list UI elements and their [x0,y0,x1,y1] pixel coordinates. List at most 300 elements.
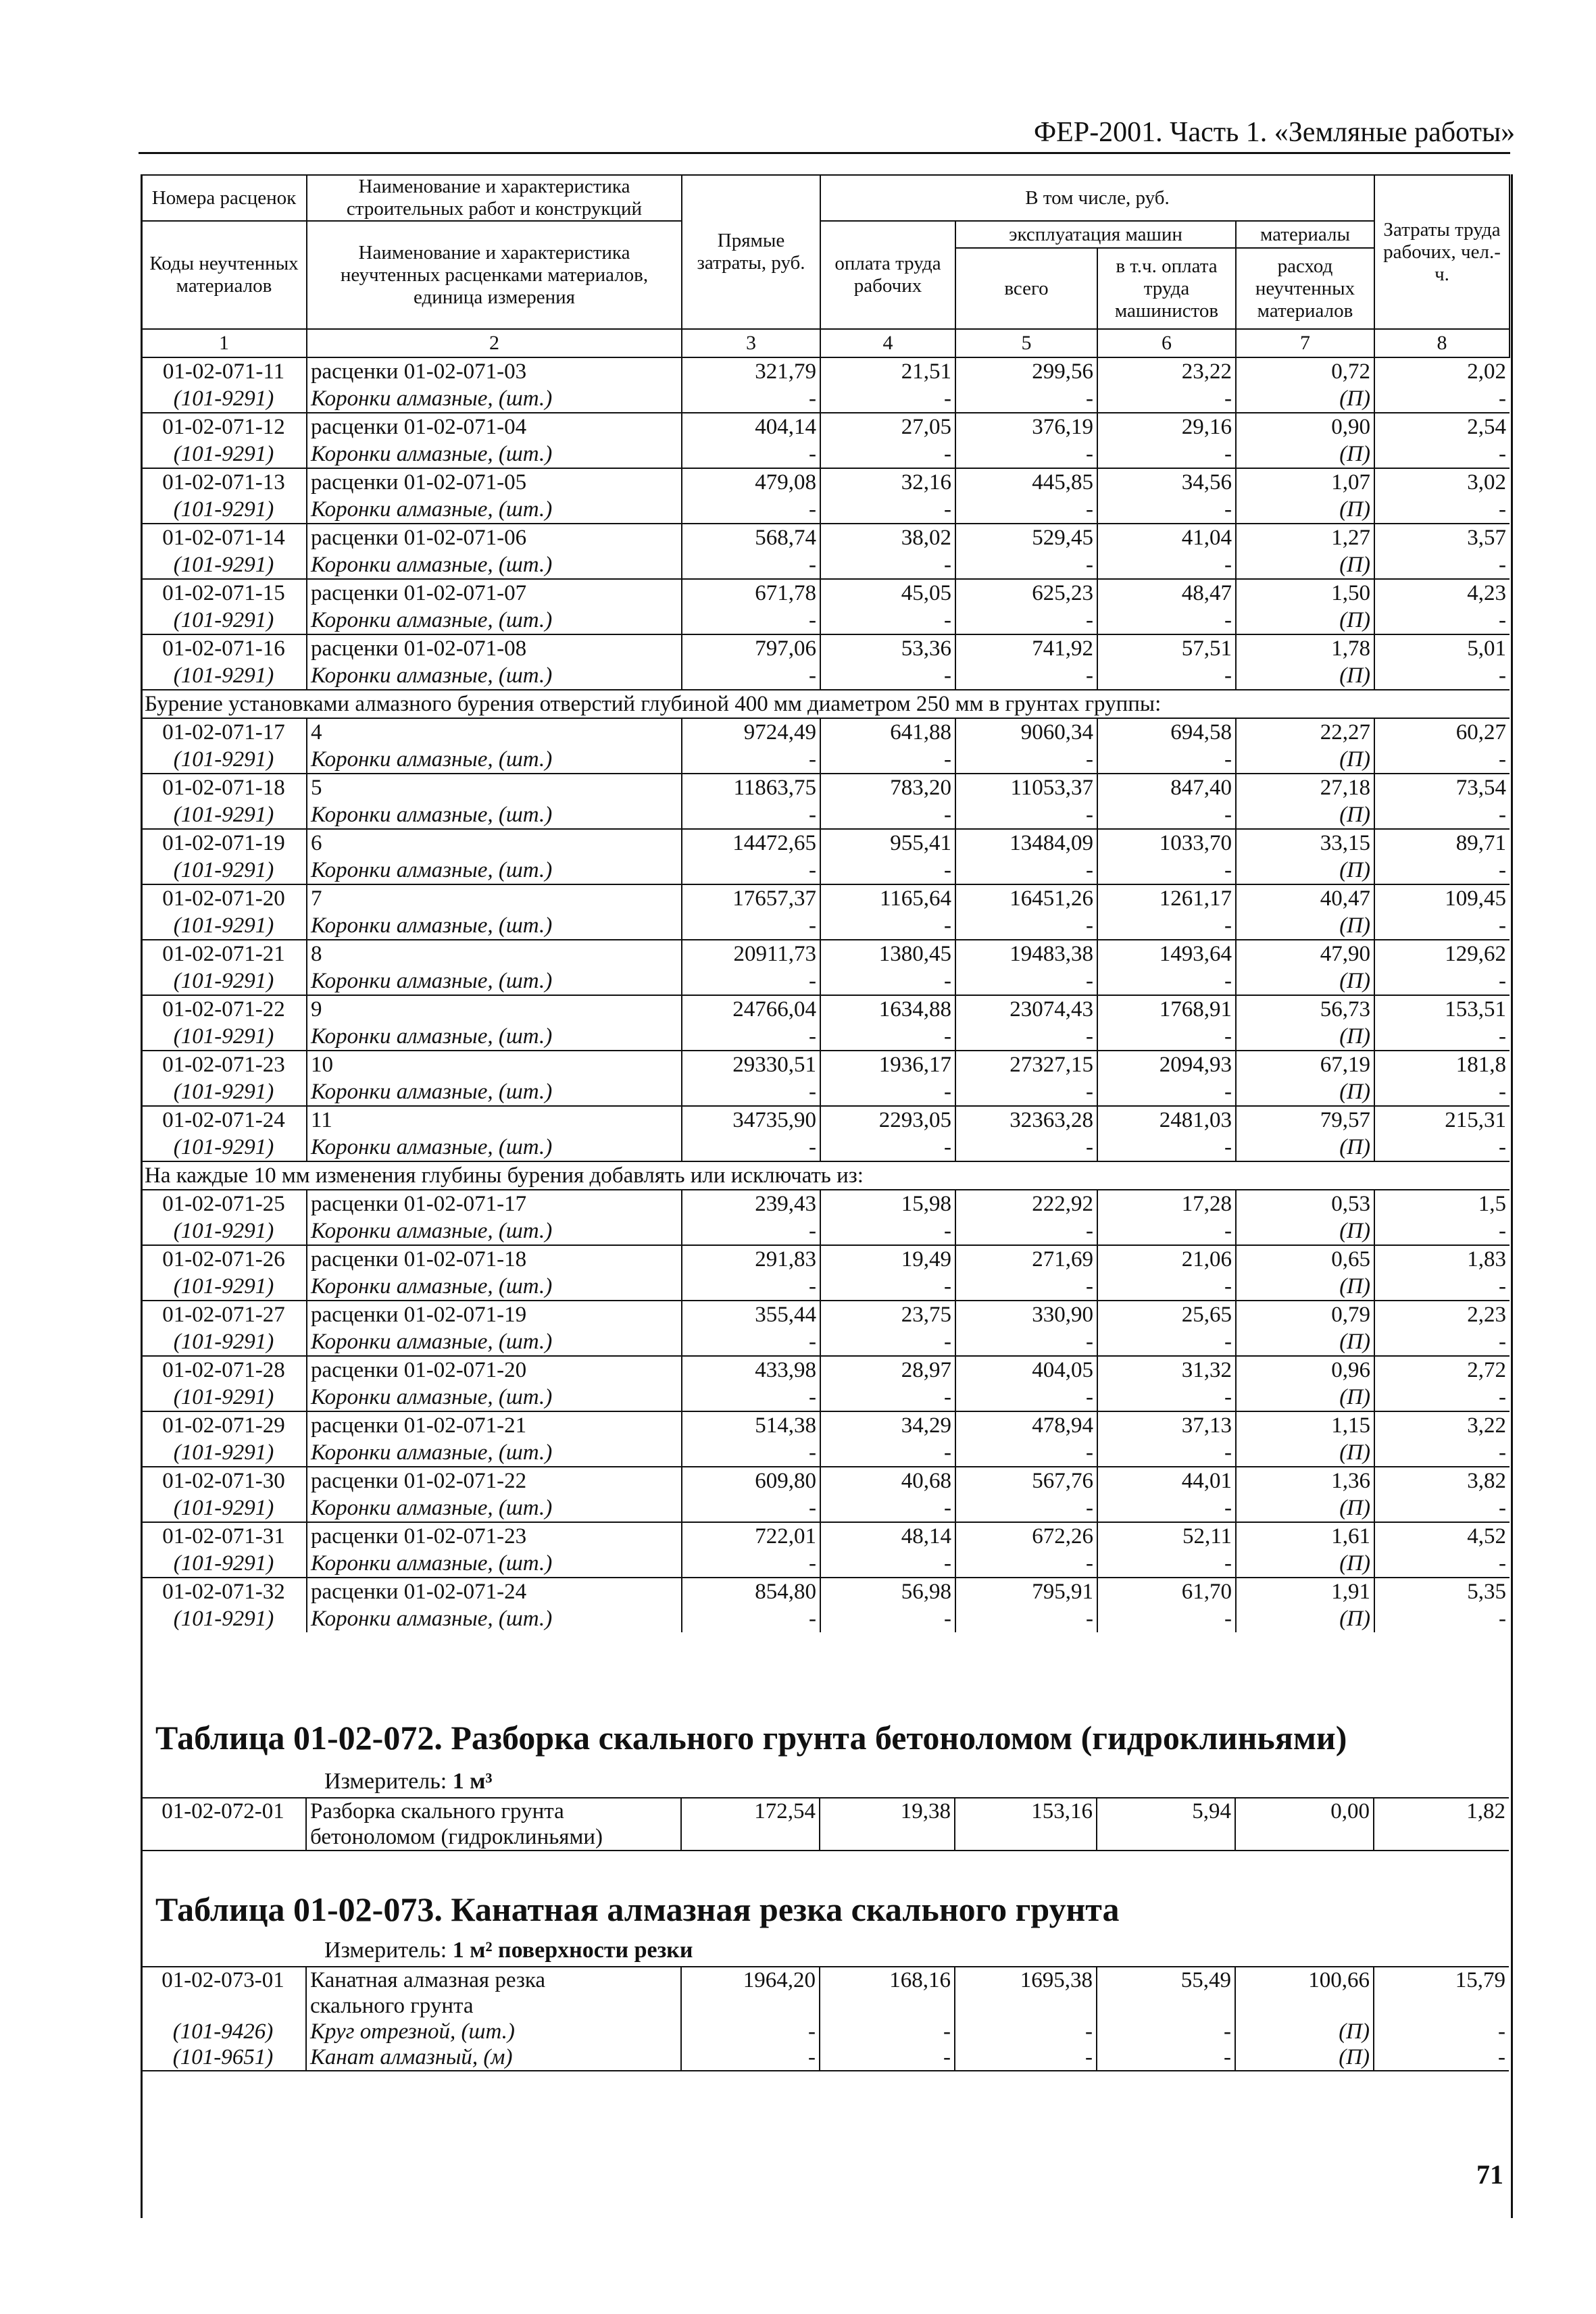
material-name: Коронки алмазные, (шт.) [307,551,682,579]
material-row [141,607,1510,634]
cell-dash: - [1097,385,1236,413]
cell-hours: 15,79 [1374,1967,1509,1993]
cell-machines: 1695,38 [955,1967,1097,1993]
material-unit: (П) [1236,1273,1374,1301]
table-row [141,357,1510,385]
cell-dash: - [820,857,955,884]
cell-dash: - [820,1439,955,1467]
cell-dash: - [1499,1219,1506,1243]
cell-labor: 38,02 [820,524,955,551]
cell-machines: 9060,34 [955,718,1097,746]
cell-dash: - [1499,969,1506,993]
material-name: Коронки алмазные, (шт.) [307,912,682,940]
cell-dash: - [682,1273,820,1301]
material-row [141,1217,1510,1245]
cell-dash: - [1499,1551,1506,1576]
rate-code: 01-02-071-32 [141,1578,307,1605]
cell-operators: 48,47 [1097,579,1236,607]
cell-dash: - [820,746,955,774]
cell-machines: 795,91 [955,1578,1097,1605]
cell-materials: 1,27 [1236,524,1374,551]
cell-hours: 2,54 [1374,413,1510,441]
material-code: (101-9291) [173,747,274,772]
cell-dash: - [955,967,1097,995]
cell-operators: 25,65 [1097,1301,1236,1328]
cell-dash: - [955,385,1097,413]
material-name: Коронки алмазные, (шт.) [307,1439,682,1467]
material-row [141,801,1510,829]
cell-direct: 17657,37 [682,884,820,912]
rate-name: 5 [307,774,682,801]
col3-header: Прямые затраты, руб. [682,175,820,329]
cell-dash: - [682,1550,820,1578]
material-code: (101-9291) [173,442,274,466]
material-unit: (П) [1236,1078,1374,1106]
machines-header: эксплуатация машин [955,221,1236,248]
table-073-measure [324,1938,693,1963]
cell-dash: - [1097,801,1236,829]
material-row [141,1494,1510,1522]
measure-label: Измеритель: [324,1769,447,1794]
material-name: Канат алмазный, (м) [306,2044,681,2071]
cell-operators: 41,04 [1097,524,1236,551]
cell-dash: - [1499,608,1506,632]
cell-dash: - [682,1078,820,1106]
material-unit: (П) [1236,1023,1374,1051]
material-row [141,385,1510,413]
material-code: (101-9291) [173,1274,274,1299]
cell-direct: 20911,73 [682,940,820,967]
cell-direct: 404,14 [682,413,820,441]
material-unit: (П) [1236,1605,1374,1632]
rate-code: 01-02-071-26 [141,1245,307,1273]
cell-dash: - [682,441,820,468]
material-row [141,1273,1510,1301]
column-number: 8 [1374,329,1510,357]
material-name: Коронки алмазные, (шт.) [307,801,682,829]
cell-dash: - [955,801,1097,829]
table-072-measure [324,1769,493,1794]
cell-hours: 3,22 [1374,1411,1510,1439]
material-row [141,662,1510,690]
cell-hours: 129,62 [1374,940,1510,967]
cell-dash: - [1097,1078,1236,1106]
cell-dash: - [820,1605,955,1632]
material-name: Коронки алмазные, (шт.) [307,1384,682,1411]
material-name: Коронки алмазные, (шт.) [307,1217,682,1245]
rate-name: расценки 01-02-071-17 [307,1190,682,1217]
cell-dash: - [682,1439,820,1467]
cell-dash: - [1097,746,1236,774]
cell-operators: 37,13 [1097,1411,1236,1439]
cell-dash: - [1097,1217,1236,1245]
cell-direct: 34735,90 [682,1106,820,1134]
material-code: (101-9291) [173,1330,274,1354]
cell-operators: 61,70 [1097,1578,1236,1605]
measure-value: 1 м³ [452,1769,493,1794]
cell-labor: 28,97 [820,1356,955,1384]
cell-machines: 529,45 [955,524,1097,551]
table-row [141,1467,1510,1494]
cell-operators: 2481,03 [1097,1106,1236,1134]
cell-materials: 79,57 [1236,1106,1374,1134]
cell-materials: 27,18 [1236,774,1374,801]
cell-labor: 53,36 [820,634,955,662]
cell-dash: - [682,496,820,524]
rate-code: 01-02-071-28 [141,1356,307,1384]
cell-operators: 34,56 [1097,468,1236,496]
material-name: Коронки алмазные, (шт.) [307,1273,682,1301]
cell-dash: - [1499,497,1506,522]
rate-name: 6 [307,829,682,857]
rate-code: 01-02-071-30 [141,1467,307,1494]
cell-materials: 0,79 [1236,1301,1374,1328]
cell-materials: 0,90 [1236,413,1374,441]
material-row [141,1078,1510,1106]
cell-dash: - [820,801,955,829]
material-unit: (П) [1236,1217,1374,1245]
material-row [141,551,1510,579]
cell-materials: 0,00 [1235,1798,1374,1824]
table-row [141,524,1510,551]
cell-direct: 433,98 [682,1356,820,1384]
column-number: 5 [955,329,1097,357]
cell-hours: 4,23 [1374,579,1510,607]
cell-labor: 23,75 [820,1301,955,1328]
cell-dash: - [1499,1440,1506,1465]
rate-name: расценки 01-02-071-04 [307,413,682,441]
cell-dash: - [955,441,1097,468]
cell-materials: 1,78 [1236,634,1374,662]
cell-labor: 19,38 [820,1798,955,1824]
cell-dash: - [955,912,1097,940]
cell-dash: - [820,551,955,579]
cell-machines: 741,92 [955,634,1097,662]
cell-labor: 1936,17 [820,1051,955,1078]
cell-operators: 1768,91 [1097,995,1236,1023]
cell-dash: - [1499,747,1506,772]
material-name: Коронки алмазные, (шт.) [307,1023,682,1051]
cell-hours: 2,72 [1374,1356,1510,1384]
cell-machines: 445,85 [955,468,1097,496]
cell-operators: 29,16 [1097,413,1236,441]
cell-dash: - [820,441,955,468]
cell-materials: 1,15 [1236,1411,1374,1439]
rate-name: 9 [307,995,682,1023]
rate-code: 01-02-071-24 [141,1106,307,1134]
cell-dash: - [682,746,820,774]
cell-dash: - [1097,1550,1236,1578]
cell-dash: - [1097,1384,1236,1411]
cell-machines: 27327,15 [955,1051,1097,1078]
cell-dash: - [682,1605,820,1632]
material-unit: (П) [1236,912,1374,940]
cell-operators: 31,32 [1097,1356,1236,1384]
cell-dash: - [1499,803,1506,827]
cell-dash: - [1097,607,1236,634]
cell-dash: - [682,1217,820,1245]
col5-header: всего [955,248,1097,329]
material-unit: (П) [1236,746,1374,774]
cell-machines: 32363,28 [955,1106,1097,1134]
rate-name: расценки 01-02-071-06 [307,524,682,551]
cell-materials: 0,96 [1236,1356,1374,1384]
table-row [141,1051,1510,1078]
material-name: Коронки алмазные, (шт.) [307,967,682,995]
rate-name: расценки 01-02-071-21 [307,1411,682,1439]
rate-name: 8 [307,940,682,967]
cell-dash: - [682,857,820,884]
cell-direct: 568,74 [682,524,820,551]
material-name: Коронки алмазные, (шт.) [307,662,682,690]
col1-header-top: Номера расценок [141,175,307,221]
material-unit: (П) [1236,967,1374,995]
cell-labor: 1634,88 [820,995,955,1023]
rate-name: расценки 01-02-071-19 [307,1301,682,1328]
cell-operators: 17,28 [1097,1190,1236,1217]
cell-operators: 1033,70 [1097,829,1236,857]
cell-materials: 0,72 [1236,357,1374,385]
column-number: 6 [1097,329,1236,357]
cell-machines: 330,90 [955,1301,1097,1328]
cell-materials: 40,47 [1236,884,1374,912]
material-code: (101-9291) [173,1496,274,1520]
material-row [141,746,1510,774]
rate-name: расценки 01-02-071-24 [307,1578,682,1605]
column-number: 2 [307,329,682,357]
cell-machines: 153,16 [955,1798,1097,1824]
col1-header-bottom: Коды неучтенных материалов [141,221,307,329]
cell-dash: - [820,1550,955,1578]
section-row [141,690,1510,718]
cell-dash: - [955,1023,1097,1051]
material-code: (101-9291) [173,858,274,882]
row-name-cont: скального грунта [306,1993,681,2019]
cell-dash: - [1097,967,1236,995]
section-title: Бурение установками алмазного бурения отверстий глубиной 400 мм диаметром 250 мм в грунтах группы: [141,690,1510,718]
cell-hours: 5,35 [1374,1578,1510,1605]
cell-dash: - [955,1605,1097,1632]
cell-dash: - [1097,496,1236,524]
materials-header: материалы [1236,221,1374,248]
cell-dash: - [955,551,1097,579]
rate-name: расценки 01-02-071-22 [307,1467,682,1494]
cell-dash: - [682,1494,820,1522]
rate-name: расценки 01-02-071-03 [307,357,682,385]
cell-direct: 24766,04 [682,995,820,1023]
cell-dash: - [682,607,820,634]
cell-dash: - [682,385,820,413]
material-name: Коронки алмазные, (шт.) [307,1134,682,1161]
table-row [141,1245,1510,1273]
cell-labor: 1165,64 [820,884,955,912]
material-code: (101-9426) [172,2019,274,2044]
material-unit: (П) [1236,496,1374,524]
material-unit: (П) [1236,1328,1374,1356]
cell-materials: 22,27 [1236,718,1374,746]
material-row [141,1439,1510,1467]
cell-materials: 1,50 [1236,579,1374,607]
rate-code: 01-02-071-18 [141,774,307,801]
cell-hours: 3,02 [1374,468,1510,496]
material-row [141,1550,1510,1578]
material-code: (101-9291) [173,608,274,632]
rate-name: 4 [307,718,682,746]
cell-materials: 56,73 [1236,995,1374,1023]
cell-materials: 0,65 [1236,1245,1374,1273]
cell-labor: 40,68 [820,1467,955,1494]
cell-hours: 4,52 [1374,1522,1510,1550]
material-unit: (П) [1236,1550,1374,1578]
cell-dash: - [1499,913,1506,938]
rate-code: 01-02-071-17 [141,718,307,746]
cell-labor: 21,51 [820,357,955,385]
cell-labor: 56,98 [820,1578,955,1605]
cell-machines: 376,19 [955,413,1097,441]
cell-direct: 172,54 [681,1798,820,1824]
table-row [141,579,1510,607]
cell-direct: 514,38 [682,1411,820,1439]
cell-dash: - [820,1384,955,1411]
material-row [141,1605,1510,1632]
material-code: (101-9291) [173,1440,274,1465]
cell-direct: 1964,20 [681,1967,820,1993]
material-name: Коронки алмазные, (шт.) [307,441,682,468]
material-code: (101-9291) [173,1024,274,1049]
material-unit: (П) [1236,1384,1374,1411]
cell-dash: - [1499,386,1506,411]
material-unit: (П) [1236,1494,1374,1522]
material-name: Коронки алмазные, (шт.) [307,1605,682,1632]
cell-dash: - [955,1550,1097,1578]
rates-table [141,174,1510,1632]
rate-name: расценки 01-02-071-08 [307,634,682,662]
material-row [141,967,1510,995]
material-row [141,1384,1510,1411]
material-unit: (П) [1236,662,1374,690]
cell-dash: - [682,551,820,579]
cell-materials: 1,36 [1236,1467,1374,1494]
col6-header: в т.ч. оплата труда машинистов [1097,248,1236,329]
cell-dash: - [955,607,1097,634]
cell-materials: 1,61 [1236,1522,1374,1550]
material-code: (101-9291) [173,386,274,411]
rate-code: 01-02-071-19 [141,829,307,857]
table-073: 01-02-073-01 Канатная алмазная резка 1964,20 168,16 1695,38 55,49 100,66 15,79 скального грунта (101-9426) Круг отрезной, (шт.) - - - - (П) - (101-9651) Канат алмазный, (м) - - - - (П) - [141,1966,1509,2071]
cell-materials: 100,66 [1235,1967,1374,1993]
cell-labor: 48,14 [820,1522,955,1550]
table-row [141,940,1510,967]
cell-dash: - [682,662,820,690]
cell-hours: 1,83 [1374,1245,1510,1273]
material-code: (101-9291) [173,803,274,827]
cell-dash: - [955,496,1097,524]
cell-hours: 215,31 [1374,1106,1510,1134]
page-header: ФЕР-2001. Часть 1. «Земляные работы» [1034,117,1516,148]
cell-dash: - [820,1494,955,1522]
material-unit: (П) [1236,1439,1374,1467]
cell-labor: 168,16 [820,1967,955,1993]
cell-dash: - [1499,442,1506,466]
material-name: Коронки алмазные, (шт.) [307,1494,682,1522]
cell-machines: 625,23 [955,579,1097,607]
cell-dash: - [955,1384,1097,1411]
material-row [141,1328,1510,1356]
cell-labor: 783,20 [820,774,955,801]
cell-dash: - [1499,858,1506,882]
rate-name: 11 [307,1106,682,1134]
material-name: Коронки алмазные, (шт.) [307,1078,682,1106]
cell-labor: 34,29 [820,1411,955,1439]
material-name: Круг отрезной, (шт.) [306,2019,681,2044]
cell-direct: 479,08 [682,468,820,496]
cell-dash: - [955,746,1097,774]
cell-machines: 672,26 [955,1522,1097,1550]
cell-machines: 478,94 [955,1411,1097,1439]
cell-dash: - [682,1023,820,1051]
material-name: Коронки алмазные, (шт.) [307,1328,682,1356]
cell-machines: 13484,09 [955,829,1097,857]
material-row [141,1023,1510,1051]
cell-labor: 45,05 [820,579,955,607]
cell-hours: 60,27 [1374,718,1510,746]
rate-code: 01-02-071-21 [141,940,307,967]
cell-dash: - [820,385,955,413]
cell-materials: 33,15 [1236,829,1374,857]
cell-direct: 722,01 [682,1522,820,1550]
cell-hours: 5,01 [1374,634,1510,662]
cell-hours: 3,57 [1374,524,1510,551]
cell-dash: - [820,912,955,940]
cell-operators: 55,49 [1097,1967,1235,1993]
rate-code: 01-02-071-27 [141,1301,307,1328]
cell-dash: - [955,1328,1097,1356]
cell-dash: - [1097,857,1236,884]
cell-hours: 3,82 [1374,1467,1510,1494]
cell-dash: - [1097,1605,1236,1632]
rate-code: 01-02-071-12 [141,413,307,441]
cell-materials: 1,07 [1236,468,1374,496]
rate-code: 01-02-071-31 [141,1522,307,1550]
cell-operators: 2094,93 [1097,1051,1236,1078]
rate-name: расценки 01-02-071-20 [307,1356,682,1384]
cell-dash: - [1097,1494,1236,1522]
cell-operators: 5,94 [1097,1798,1235,1824]
measure-value: 1 м² поверхности резки [452,1938,693,1963]
material-code: (101-9291) [173,1385,274,1409]
material-name: Коронки алмазные, (шт.) [307,857,682,884]
material-row [141,857,1510,884]
header-rule [139,152,1510,154]
table-row [141,1106,1510,1134]
cell-machines: 11053,37 [955,774,1097,801]
cell-hours: 1,5 [1374,1190,1510,1217]
cell-dash: - [820,1078,955,1106]
col8-header: Затраты труда рабочих, чел.-ч. [1374,175,1510,329]
cell-operators: 21,06 [1097,1245,1236,1273]
cell-direct: 854,80 [682,1578,820,1605]
rate-code: 01-02-071-25 [141,1190,307,1217]
rate-code: 01-02-071-22 [141,995,307,1023]
cell-dash: - [955,1134,1097,1161]
material-name: Коронки алмазные, (шт.) [307,1550,682,1578]
section-row [141,1161,1510,1190]
column-number: 1 [141,329,307,357]
cell-dash: - [1097,1273,1236,1301]
rate-name: расценки 01-02-071-07 [307,579,682,607]
cell-direct: 11863,75 [682,774,820,801]
table-row [141,468,1510,496]
